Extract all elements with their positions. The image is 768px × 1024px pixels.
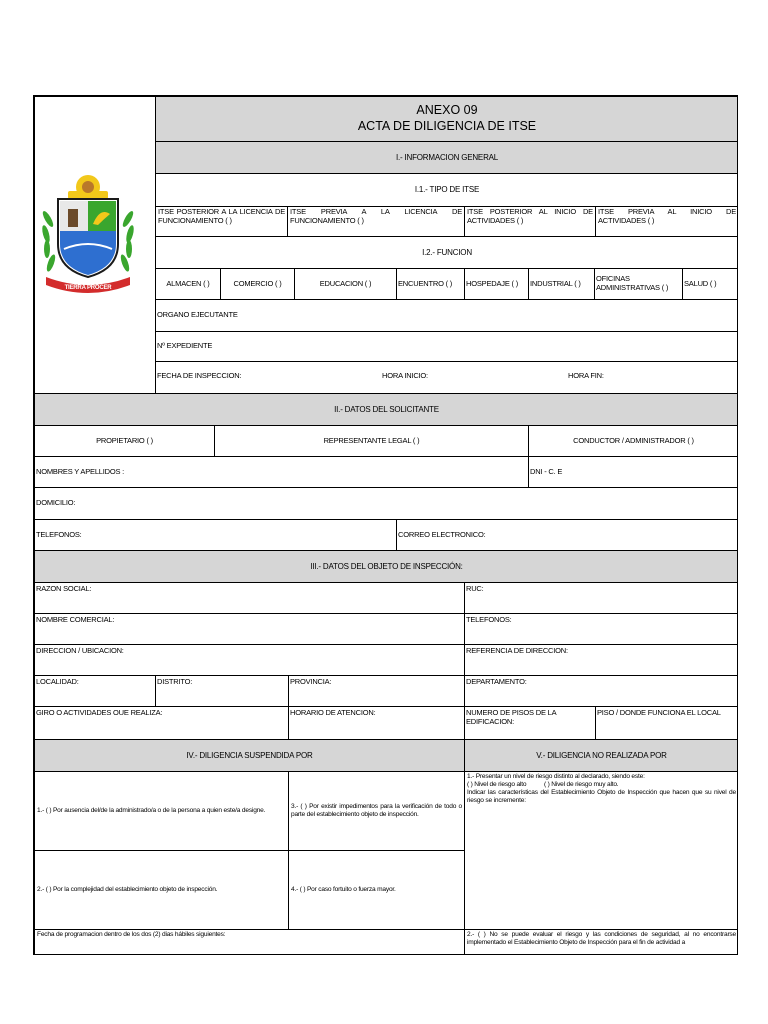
direccion-field[interactable]: DIRECCION / UBICACION: — [34, 644, 465, 676]
telefonos-objeto-field[interactable]: TELEFONOS: — [464, 613, 738, 645]
domicilio-field[interactable]: DOMICILIO: — [34, 487, 738, 520]
funcion-educacion: EDUCACION ( ) — [294, 268, 397, 300]
tipo-itse-option-2: ITSE PREVIA A LA LICENCIA DE FUNCIONAMIENTO ( ) — [287, 206, 465, 237]
funcion-oficinas: OFICINAS ADMINISTRATIVAS ( ) — [594, 268, 683, 300]
conductor-option: CONDUCTOR / ADMINISTRADOR ( ) — [528, 425, 738, 457]
suspendida-item-2: 2.- ( ) Por la complejidad del establecimiento objeto de inspección. — [34, 850, 289, 930]
no-realizada-item-1 — [464, 771, 738, 930]
funcion-comercio: COMERCIO ( ) — [220, 268, 295, 300]
nombres-field[interactable]: NOMBRES Y APELLIDOS : — [34, 456, 529, 488]
tipo-itse-header: I.1.- TIPO DE ITSE — [155, 173, 738, 207]
funcion-header: I.2.- FUNCION — [155, 236, 738, 269]
dni-field[interactable]: DNI - C. E — [528, 456, 738, 488]
suspendida-item-1: 1.- ( ) Por ausencia del/de la administrado/a o de la persona a quien este/a designe. — [34, 771, 289, 851]
funcion-almacen: ALMACEN ( ) — [155, 268, 221, 300]
funcion-salud: SALUD ( ) — [682, 268, 738, 300]
telefonos-solicitante-field[interactable]: TELEFONOS: — [34, 519, 397, 551]
no-realizada-item-1-line1: 1.- Presentar un nivel de riesgo distinto al declarado, siendo este: — [467, 773, 645, 780]
referencia-field[interactable]: REFERENCIA DE DIRECCION: — [464, 644, 738, 676]
annex-label: ANEXO 09 — [416, 103, 478, 118]
tipo-itse-option-4: ITSE PREVIA AL INICIO DE ACTIVIDADES ( ) — [595, 206, 738, 237]
funcion-industrial: INDUSTRIAL ( ) — [528, 268, 595, 300]
fecha-inspeccion-label: FECHA DE INSPECCION: — [157, 371, 242, 380]
programacion-field[interactable]: Fecha de programacion dentro de los dos (2) dias hábiles siguientes: — [34, 929, 465, 955]
distrito-field[interactable]: DISTRITO: — [155, 675, 289, 707]
form-title: ACTA DE DILIGENCIA DE ITSE — [357, 119, 537, 133]
propietario-option: PROPIETARIO ( ) — [34, 425, 215, 457]
riesgo-alto-option: ( ) Nivel de riesgo alto — [467, 780, 527, 788]
numero-pisos-field[interactable]: NUMERO DE PISOS DE LA EDIFICACION: — [464, 706, 596, 740]
section5-header: V.- DILIGENCIA NO REALIZADA POR — [464, 739, 738, 772]
expediente-field[interactable]: Nº EXPEDIENTE — [155, 331, 738, 362]
horario-field[interactable]: HORARIO DE ATENCION: — [288, 706, 465, 740]
funcion-hospedaje: HOSPEDAJE ( ) — [464, 268, 529, 300]
ruc-field[interactable]: RUC: — [464, 582, 738, 614]
nombre-comercial-field[interactable]: NOMBRE COMERCIAL: — [34, 613, 465, 645]
section3-header: III.- DATOS DEL OBJETO DE INSPECCIÓN: — [34, 550, 738, 583]
no-realizada-item-1-levels — [467, 781, 736, 789]
giro-field[interactable]: GIRO O ACTIVIDADES OUE REALIZA: — [34, 706, 289, 740]
correo-field[interactable]: CORREO ELECTRONICO: — [396, 519, 738, 551]
provincia-field[interactable]: PROVINCIA: — [288, 675, 465, 707]
organo-ejecutante-field[interactable]: ORGANO EJECUTANTE — [155, 299, 738, 332]
riesgo-muy-alto-option: ( ) Nivel de riesgo muy alto. — [543, 780, 619, 788]
inspection-form — [33, 95, 738, 955]
funcion-encuentro: ENCUENTRO ( ) — [396, 268, 465, 300]
section4-header: IV.- DILIGENCIA SUSPENDIDA POR — [34, 739, 465, 772]
razon-social-field[interactable]: RAZON SOCIAL: — [34, 582, 465, 614]
form-title-cell — [155, 96, 738, 142]
section2-header: II.- DATOS DEL SOLICITANTE — [34, 393, 738, 426]
tipo-itse-option-3: ITSE POSTERIOR AL INICIO DE ACTIVIDADES ( ) — [464, 206, 596, 237]
svg-text:TIERRA PROCER: TIERRA PROCER — [64, 285, 112, 291]
fecha-hora-row — [155, 361, 738, 394]
representante-option: REPRESENTANTE LEGAL ( ) — [214, 425, 529, 457]
municipal-shield-logo — [38, 169, 138, 299]
suspendida-item-4: 4.- ( ) Por caso fortuito o fuerza mayor. — [288, 850, 465, 930]
logo-cell — [34, 96, 156, 394]
piso-local-field[interactable]: PISO / DONDE FUNCIONA EL LOCAL — [595, 706, 738, 740]
hora-inicio-label: HORA INICIO: — [382, 371, 428, 380]
departamento-field[interactable]: DEPARTAMENTO: — [464, 675, 738, 707]
hora-fin-label: HORA FIN: — [568, 371, 604, 380]
localidad-field[interactable]: LOCALIDAD: — [34, 675, 156, 707]
no-realizada-item-2: 2.- ( ) No se puede evaluar el riesgo y las condiciones de seguridad, al no encontrarse implementado el Establecimiento Objeto de Inspección para el fin de actividad a — [464, 929, 738, 955]
suspendida-item-3: 3.- ( ) Por existir impedimentos para la verificación de todo o parte del establecimiento objeto de inspección. — [288, 771, 465, 851]
section1-header: I.- INFORMACION GENERAL — [155, 141, 738, 174]
tipo-itse-option-1: ITSE POSTERIOR A LA LICENCIA DE FUNCIONAMIENTO ( ) — [155, 206, 288, 237]
no-realizada-item-1-line3: Indicar las características del Establecimiento Objeto de Inspección que hacen que su nivel de riesgo se incremente: — [467, 788, 736, 804]
